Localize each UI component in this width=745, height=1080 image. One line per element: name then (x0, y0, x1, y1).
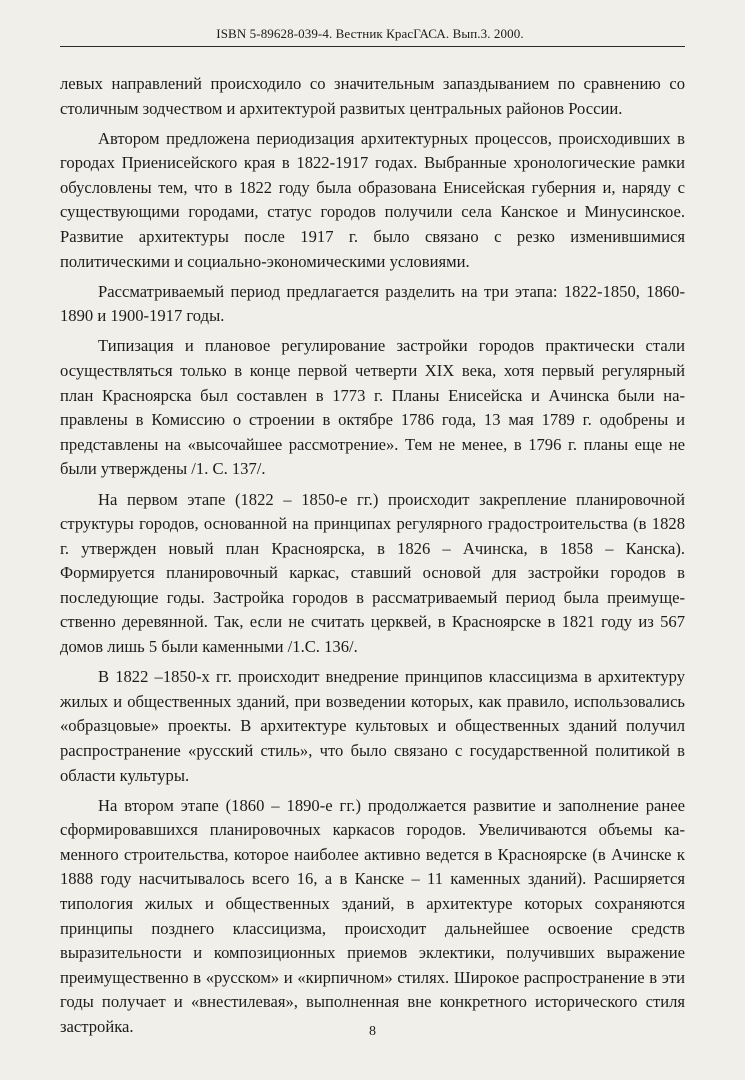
paragraph-classicism: В 1822 –1850-х гг. происходит внедрение принципов классицизма в архитектуру жилых и общественных зданий, при возведении которых, как правило, использовались «образцовые» проекты. В архитектуре культовых и общественных зданий получил распространение «русский стиль», что было связано с государственной политикой в области культуры. (60, 667, 685, 785)
paragraph-continuation: левых направлений происходило со значительным запаздыванием по сравнению со столичным зодчеством и архитектурой развитых центральных районов России. (60, 74, 685, 118)
paragraph-stages: Рассматриваемый период предлагается разделить на три этапа: 1822-1850, 1860-1890 и 1900-1917 годы. (60, 281, 685, 326)
paragraph-second-stage: На втором этапе (1860 – 1890-е гг.) продолжается развитие и заполнение ранее сформировавшихся планировочных каркасов городов. Увеличиваются объемы каменного строительства, которое наиболее активно ведется в Красноярске (в Ачинске к 1888 году насчитывалось всего 16, а в Канске – 11 каменных зданий). Расширяется типология жилых и общественных зданий, в архитектуре которых сохраняются принципы позднего классицизма, происходит дальнейшее освоение средств выразительности и композиционных приемов эклектики, получивших выражение преимущественно в «русском» и «кирпичном» стилях. Широкое распространение в эти годы получает и «внестилевая», выполненная вне конкретного исторического стиля застройка. (60, 795, 685, 1036)
paragraph-typization: Типизация и плановое регулирование застройки городов практически стали осуществляться только в конце первой четверти XIX века, хотя первый регулярный план Красноярска был составлен в 1773 г. Планы Енисейска и Ачинска были направлены в Комиссию о строении в октябре 1786 года, 13 мая 1789 г. одобрены и представлены на «высочайшее рассмотрение». Тем не менее, в 1796 г. планы еще не были утверждены /1. С. 137/. (60, 336, 685, 479)
header-rule (60, 46, 685, 47)
paragraph-first-stage: На первом этапе (1822 – 1850-е гг.) происходит закрепление планировочной структуры городов, основанной на принципах регулярного градостроительства (в 1828 г. утвержден новый план Красноярска, в 1826 – Ачинска, в 1858 – Канска). Формируется планировочный каркас, ставший основой для застройки городов в последующие годы. Застройка городов в рассматриваемый период была преимущественно деревянной. Так, если не считать церквей, в Красноярске в 1821 году из 567 домов лишь 5 были каменными /1.С. 136/. (60, 489, 685, 657)
page-number: 8 (369, 1024, 376, 1039)
paragraph-periodization: Автором предложена периодизация архитектурных процессов, происходивших в городах Приенисейского края в 1822-1917 годах. Выбранные хронологические рамки обусловлены тем, что в 1822 году была образована Енисейская губерния и, наряду с существующими городами, статус городов получили села Канское и Минусинское. Развитие архитектуры после 1917 г. было связано с резко изменившимися политическими и социально-экономическими условиями. (60, 128, 685, 271)
running-header: ISBN 5-89628-039-4. Вестник КрасГАСА. Вып.3. 2000. (216, 26, 524, 41)
body-text (60, 72, 685, 1045)
